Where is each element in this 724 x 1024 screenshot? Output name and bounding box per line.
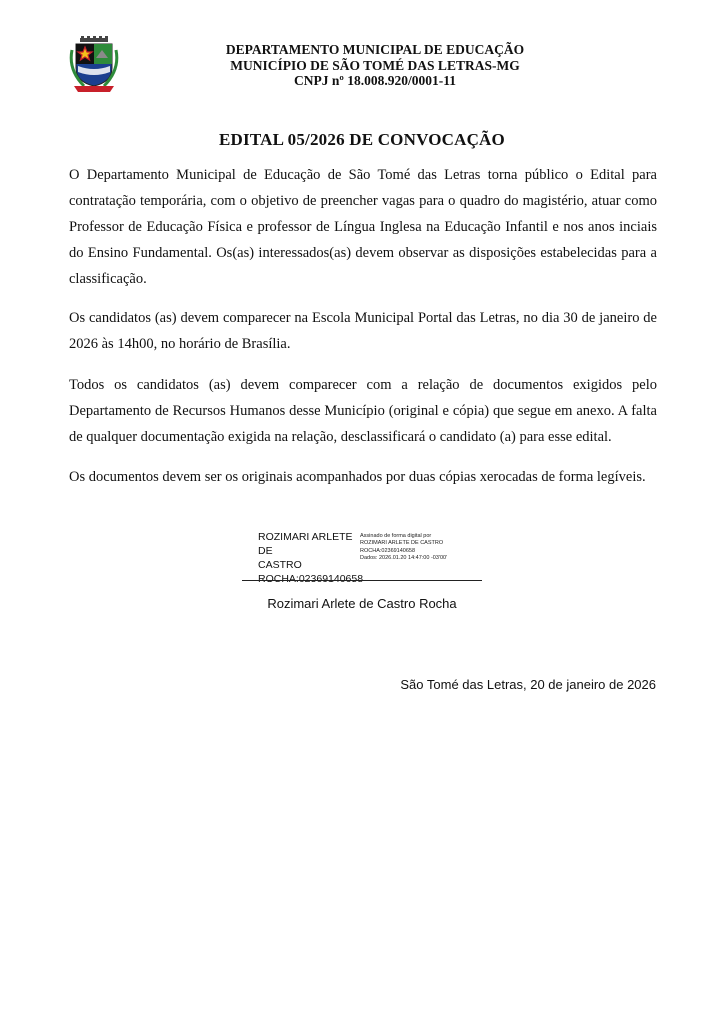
paragraph-copies: Os documentos devem ser os originais acompanhados por duas cópias xerocadas de forma legíveis.: [69, 469, 646, 485]
signature-detail-line: ROZIMARI ARLETE DE CASTRO: [360, 540, 444, 547]
paragraph-schedule: Os candidatos (as) devem comparecer na Escola Municipal Portal das Letras, no dia 30 de janeiro de 2026 às 14h00, no horário de Brasília.: [69, 310, 657, 352]
digital-signature-stamp: [258, 530, 488, 585]
signature-name-line: ROCHA:02369140658: [258, 573, 364, 585]
signature-line: [242, 580, 482, 581]
department-name: DEPARTAMENTO MUNICIPAL DE EDUCAÇÃO: [225, 42, 525, 57]
signature-detail-line: ROCHA:02369140658: [360, 547, 416, 554]
digital-signature-details: [360, 533, 490, 562]
signature-name-line: CASTRO: [258, 559, 302, 571]
place-and-date: São Tomé das Letras, 20 de janeiro de 2026: [400, 677, 656, 692]
paragraph-intro: O Departamento Municipal de Educação de São Tomé das Letras torna público o Edital para contratação temporária, com o objetivo de preencher vagas para o quadro do magistério, atuar como Professor de Educação Física e professor de Língua Inglesa na Educação Infantil e nos anos inciais do Ensino Fundamental. Os(as) interessados(as) devem observar as disposições estabelecidas para a classificação.: [69, 167, 657, 287]
cnpj: CNPJ nº 18.008.920/0001-11: [294, 73, 456, 88]
letterhead: [0, 36, 724, 96]
digital-signature-name: [258, 530, 368, 586]
signature-detail-line: Assinado de forma digital por: [360, 533, 432, 539]
signer-name: Rozimari Arlete de Castro Rocha: [267, 596, 457, 611]
signature-detail-line: Dados: 2026.01.20 14:47:00 -03'00': [360, 554, 448, 561]
document-title: EDITAL 05/2026 DE CONVOCAÇÃO: [219, 130, 505, 149]
letterhead-text: [150, 42, 600, 89]
paragraph-documents: Todos os candidatos (as) devem comparecer com a relação de documentos exigidos pelo Departamento de Recursos Humanos desse Município (original e cópia) que segue em anexo. A falta de qualquer documentação exigida na relação, desclassificará o candidato (a) para esse edital.: [69, 377, 657, 445]
municipality-name: MUNICÍPIO DE SÃO TOMÉ DAS LETRAS-MG: [230, 57, 520, 73]
signature-name-line: ROZIMARI ARLETE DE: [258, 531, 353, 557]
municipal-crest-icon: [68, 36, 120, 96]
